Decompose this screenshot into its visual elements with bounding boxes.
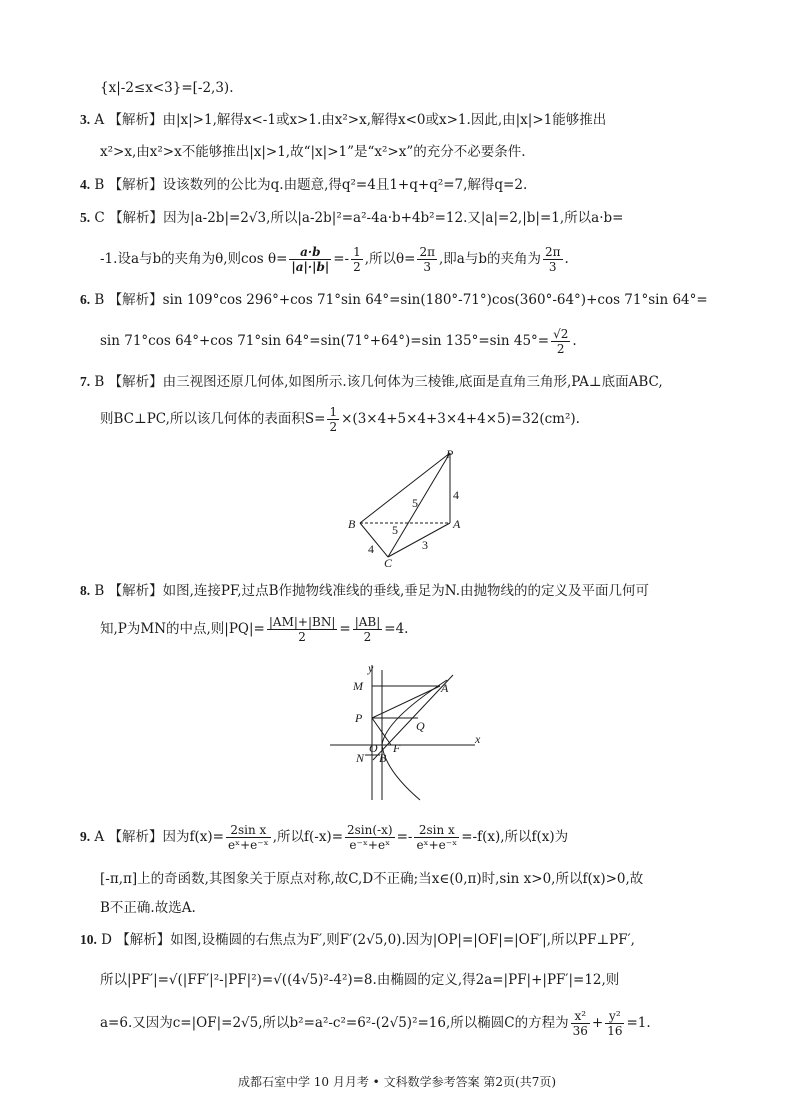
- analysis-tag: 【解析】: [109, 210, 164, 226]
- text: ,所以θ=: [364, 251, 416, 267]
- fraction: $\frac{2\sin(-x)}{\text{e⁻ˣ+eˣ}}$: [347, 823, 393, 852]
- fraction: $\frac{|AB|}{2}$: [354, 615, 381, 644]
- text: 由|x|>1,解得x<-1或x>1.由x²>x,解得x<0或x>1.因此,由|x|>1能够推出: [162, 112, 607, 128]
- fraction: $\frac{1}{2}$: [353, 245, 361, 274]
- plus-sign: +: [591, 1015, 604, 1031]
- edge-pb: [360, 453, 450, 523]
- label-a: A: [453, 517, 461, 531]
- label-b: B: [348, 517, 356, 531]
- label-p: P: [355, 711, 363, 725]
- text-line: [100, 612, 408, 646]
- label-a: A: [441, 681, 449, 695]
- label-o: O: [369, 741, 378, 755]
- analysis-tag: 【解析】: [116, 932, 171, 948]
- answer-letter: A: [94, 829, 105, 845]
- text: =-: [333, 251, 350, 267]
- label-x: x: [475, 732, 481, 746]
- text-line: [100, 242, 569, 276]
- analysis-tag: 【解析】: [108, 112, 163, 128]
- text: 因为|a-2b|=2√3,所以|a-2b|²=a²-4a·b+4b²=12.又|a|=2,|b|=1,所以a·b=: [163, 210, 624, 226]
- text: 因为f(x)=: [162, 829, 224, 845]
- answer-letter: A: [94, 112, 105, 128]
- answer-letter: C: [94, 210, 105, 226]
- text: -1.设a与b的夹角为θ,则cos θ=: [100, 251, 288, 267]
- label-c: C: [384, 556, 393, 570]
- fraction: $\frac{1}{2}$: [329, 405, 338, 434]
- text: 由三视图还原几何体,如图所示.该几何体为三棱锥,底面是直角三角形,PA⊥底面ABC,: [162, 374, 663, 390]
- text: =: [339, 621, 351, 637]
- text-line: [100, 324, 577, 358]
- question-4: [80, 175, 527, 195]
- label-m: M: [353, 679, 363, 693]
- text: 则BC⊥PC,所以该几何体的表面积S=: [100, 411, 326, 427]
- analysis-tag: 【解析】: [108, 374, 163, 390]
- text-line: [-π,π]上的奇函数,其图象关于原点对称,故C,D不正确;当x∈(0,π)时,sin x>0,所以f(x)>0,故: [100, 871, 644, 887]
- label-b: B: [379, 751, 387, 765]
- question-3: [80, 110, 606, 130]
- fraction: $\frac{√2}{2}$: [553, 327, 569, 356]
- question-number: 9.: [80, 829, 91, 844]
- question-number: 3.: [80, 112, 91, 127]
- fraction: $\frac{2\pi}{3}$: [544, 245, 561, 274]
- label-f: F: [393, 741, 401, 755]
- text: ×(3×4+5×4+3×4+4×5)=32(cm²).: [341, 411, 580, 427]
- analysis-tag: 【解析】: [108, 583, 163, 599]
- page-footer: 成都石室中学 10 月月考 • 文科数学参考答案 第2页(共7页): [237, 1075, 557, 1089]
- text: ,即a与b的夹角为: [439, 251, 541, 267]
- label-n: N: [356, 751, 365, 765]
- label-y: y: [368, 661, 374, 675]
- figure-parabola: [325, 660, 485, 810]
- question-number: 8.: [80, 583, 91, 598]
- text: 如图,设椭圆的右焦点为F′,则F′(2√5,0).因为|OP|=|OF|=|OF′|,所以PF⊥PF′,: [170, 932, 635, 948]
- text-line: 所以|PF′|=√(|FF′|²-|PF|²)=√((4√5)²-4²)=8.由椭圆的定义,得2a=|PF|+|PF′|=12,则: [100, 972, 620, 988]
- edge-label: 4: [453, 488, 459, 502]
- answer-letter: D: [101, 932, 112, 948]
- edge-label: 3: [422, 538, 428, 552]
- text: =-: [396, 829, 413, 845]
- question-9: [80, 820, 568, 854]
- text-line: B不正确.故选A.: [100, 900, 196, 916]
- text: .: [572, 333, 577, 349]
- text: a=6.又因为c=|OF|=2√5,所以b²=a²-c²=6²-(2√5)²=16,所以椭圆C的方程为: [100, 1015, 569, 1031]
- question-number: 5.: [80, 210, 91, 225]
- text: =-f(x),所以f(x)为: [461, 829, 569, 845]
- text: .: [564, 251, 569, 267]
- fraction: $\frac{\text{y²}}{16}$: [607, 1009, 623, 1038]
- fraction: $\frac{a\cdot b}{|a|\cdot|b|}$: [291, 245, 330, 274]
- edge-pc: [388, 453, 450, 557]
- text-line: x²>x,由x²>x不能够推出|x|>1,故“|x|>1”是“x²>x”的充分不必要条件.: [100, 144, 526, 160]
- fraction: $\frac{\text{2sin x}}{\text{eˣ+e⁻ˣ}}$: [416, 823, 458, 852]
- text: 如图,连接PF,过点B作抛物线准线的垂线,垂足为N.由抛物线的的定义及平面几何可: [162, 583, 650, 599]
- edge-label: 5: [412, 496, 418, 510]
- answer-letter: B: [94, 292, 105, 308]
- text: sin 71°cos 64°+cos 71°sin 64°=sin(71°+64°)=sin 135°=sin 45°=: [100, 333, 550, 349]
- question-8: [80, 581, 649, 601]
- label-p: P: [446, 447, 454, 461]
- question-6: [80, 290, 708, 310]
- fraction: $\frac{|AM|+|BN|}{2}$: [268, 615, 336, 644]
- edge-label: 4: [368, 542, 374, 556]
- answer-letter: B: [94, 177, 105, 193]
- analysis-tag: 【解析】: [108, 829, 163, 845]
- answer-letter: B: [94, 583, 105, 599]
- question-10: [80, 930, 635, 950]
- figure-tetrahedron: [340, 445, 480, 570]
- answer-letter: B: [94, 374, 105, 390]
- fraction: $\frac{\text{2sin x}}{\text{eˣ+e⁻ˣ}}$: [227, 823, 269, 852]
- text: =1.: [626, 1015, 651, 1031]
- text-line: [100, 402, 580, 436]
- analysis-tag: 【解析】: [108, 292, 163, 308]
- text: 知,P为MN的中点,则|PQ|=: [100, 621, 265, 637]
- text: =4.: [384, 621, 409, 637]
- question-7: [80, 372, 663, 392]
- analysis-tag: 【解析】: [108, 177, 163, 193]
- question-5: [80, 208, 623, 228]
- text-line: {x|-2≤x<3}=[-2,3).: [100, 80, 234, 96]
- edge-bc: [360, 523, 388, 557]
- fraction: $\frac{\text{x²}}{36}$: [572, 1009, 588, 1038]
- question-number: 10.: [80, 932, 97, 947]
- question-number: 7.: [80, 374, 91, 389]
- question-number: 6.: [80, 292, 91, 307]
- fraction: $\frac{2\pi}{3}$: [419, 245, 435, 274]
- text: ,所以f(-x)=: [272, 829, 344, 845]
- label-q: Q: [416, 719, 425, 733]
- text: sin 109°cos 296°+cos 71°sin 64°=sin(180°-71°)cos(360°-64°)+cos 71°sin 64°=: [162, 292, 708, 308]
- edge-label: 5: [392, 523, 398, 537]
- text: 设该数列的公比为q.由题意,得q²=4且1+q+q²=7,解得q=2.: [162, 177, 528, 193]
- question-number: 4.: [80, 177, 91, 192]
- text-line: [100, 1006, 651, 1040]
